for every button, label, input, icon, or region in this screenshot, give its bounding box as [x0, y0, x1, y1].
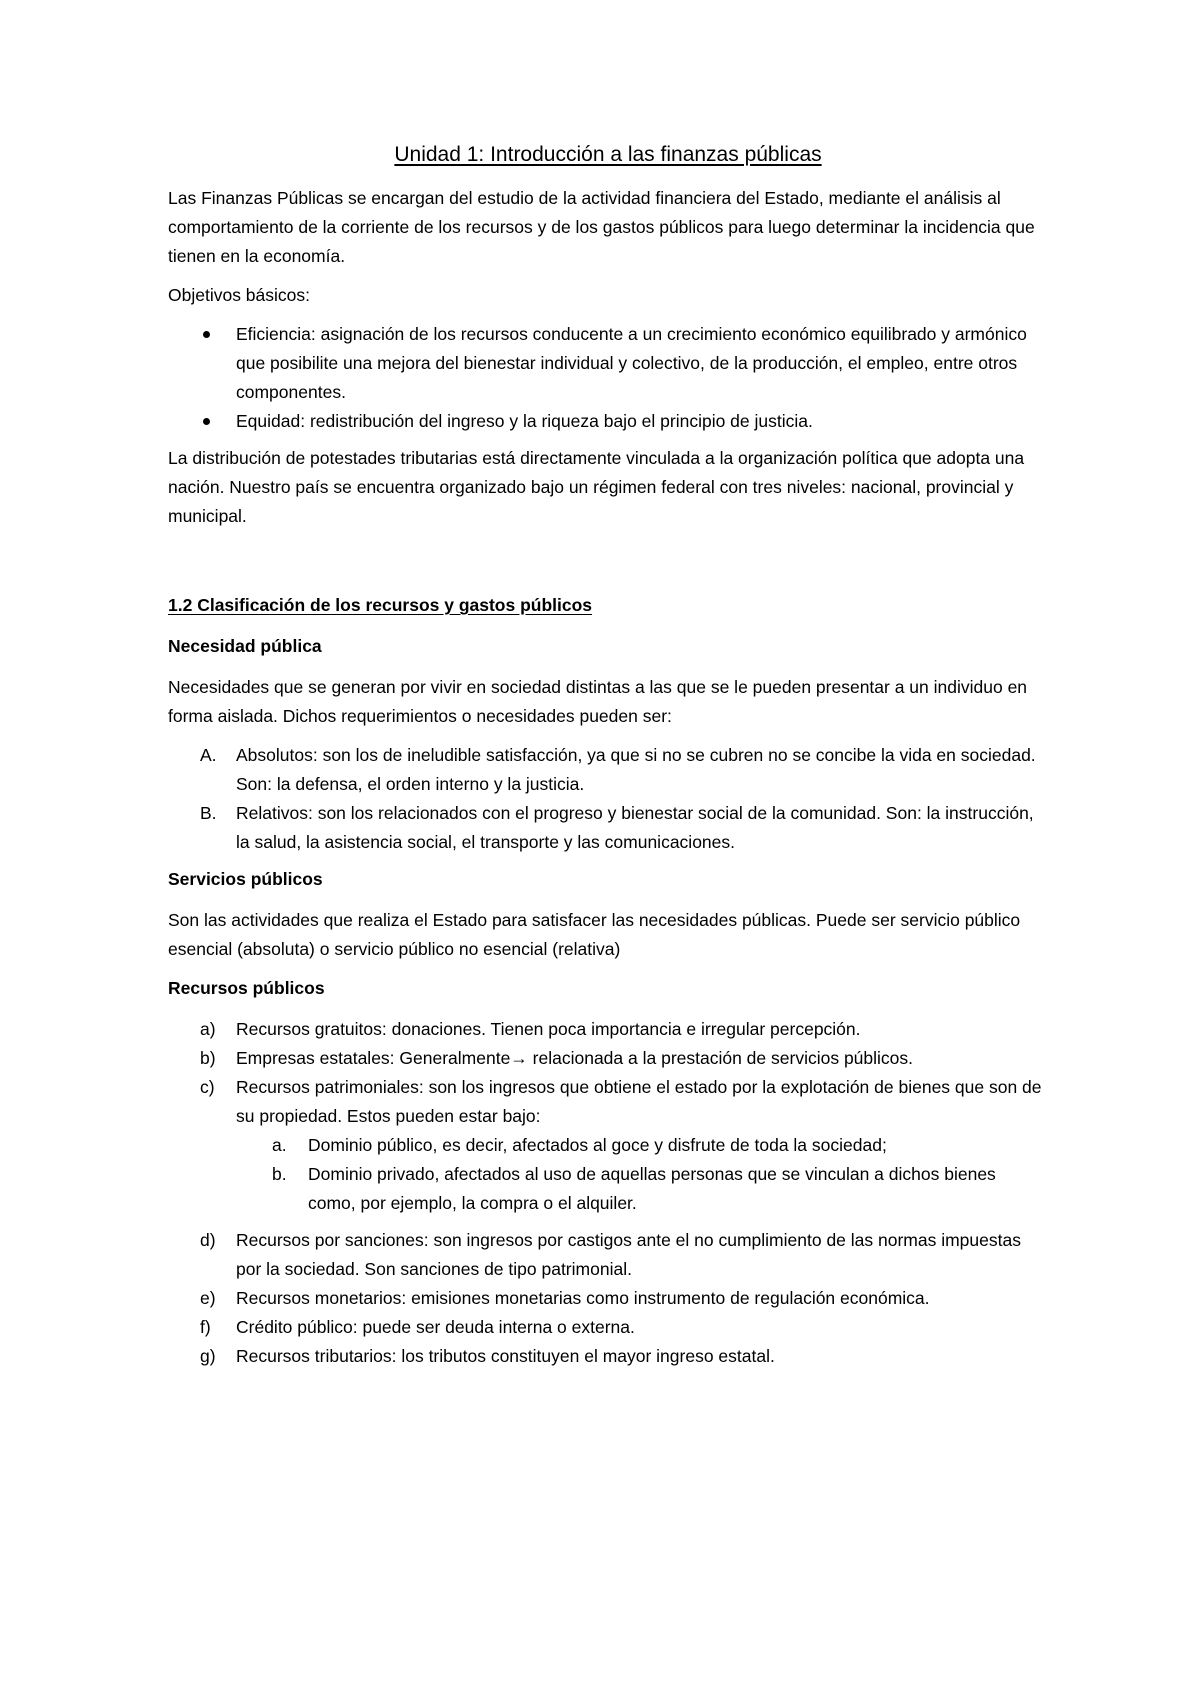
- list-marker: b): [200, 1048, 216, 1068]
- list-item-text: Absolutos: son los de ineludible satisfacción, ya que si no se cubren no se concibe la vida en sociedad. Son: la defensa, el orden interno y la justicia.: [236, 745, 1036, 794]
- bullet-icon: [203, 331, 210, 338]
- list-marker: B.: [200, 803, 217, 823]
- list-item: [168, 320, 1048, 407]
- list-item: [168, 1342, 1048, 1371]
- list-marker: A.: [200, 745, 217, 765]
- list-item-text: Dominio privado, afectados al uso de aquellas personas que se vinculan a dichos bienes como, por ejemplo, la compra o el alquiler.: [308, 1164, 996, 1213]
- list-marker: f): [200, 1317, 211, 1337]
- list-item-text: Dominio público, es decir, afectados al goce y disfrute de toda la sociedad;: [308, 1135, 887, 1155]
- list-item: [168, 1226, 1048, 1284]
- list-marker: e): [200, 1288, 216, 1308]
- list-marker: a): [200, 1019, 216, 1039]
- document-page: [168, 140, 1048, 1379]
- list-item-text: Recursos gratuitos: donaciones. Tienen poca importancia e irregular percepción.: [236, 1019, 861, 1039]
- necesidad-heading: Necesidad pública: [168, 636, 322, 656]
- recursos-list: [168, 1015, 1048, 1371]
- bullet-icon: [203, 418, 210, 425]
- list-item-text: Recursos por sanciones: son ingresos por castigos ante el no cumplimiento de las normas impuestas por la sociedad. Son sanciones de tipo patrimonial.: [236, 1230, 1021, 1279]
- recursos-heading: Recursos públicos: [168, 978, 325, 998]
- objectives-label: Objetivos básicos:: [168, 285, 311, 305]
- list-item-text: Crédito público: puede ser deuda interna o externa.: [236, 1317, 635, 1337]
- objective-text: Eficiencia: asignación de los recursos conducente a un crecimiento económico equilibrado y armónico que posibilite una mejora del bienestar individual y colectivo, de la producción, el empleo, entre otros componentes.: [236, 324, 1027, 402]
- list-item: [168, 741, 1048, 799]
- list-item: [168, 799, 1048, 857]
- list-item-text: Empresas estatales: Generalmente→ relacionada a la prestación de servicios públicos.: [236, 1048, 914, 1068]
- list-item: [168, 1044, 1048, 1073]
- list-item-text: Recursos patrimoniales: son los ingresos que obtiene el estado por la explotación de bienes que son de su propiedad. Estos pueden estar bajo:: [236, 1077, 1042, 1126]
- list-marker: d): [200, 1230, 216, 1250]
- list-item-text: Relativos: son los relacionados con el progreso y bienestar social de la comunidad. Son: la instrucción, la salud, la asistencia social, el transporte y las comunicaciones.: [236, 803, 1034, 852]
- list-item: [168, 1073, 1048, 1218]
- list-item: [168, 1131, 1048, 1160]
- list-marker: a.: [272, 1135, 287, 1155]
- list-item: [168, 1313, 1048, 1342]
- list-item-text: Recursos tributarios: los tributos constituyen el mayor ingreso estatal.: [236, 1346, 775, 1366]
- list-item: [168, 1160, 1048, 1218]
- section-heading: 1.2 Clasificación de los recursos y gastos públicos: [168, 595, 593, 615]
- page-title: Unidad 1: Introducción a las finanzas públicas: [394, 143, 822, 166]
- list-item: [168, 407, 1048, 436]
- servicios-paragraph: Son las actividades que realiza el Estado para satisfacer las necesidades públicas. Puede ser servicio público esencial (absoluta) o servicio público no esencial (relativa): [168, 910, 1021, 959]
- necesidad-paragraph: Necesidades que se generan por vivir en sociedad distintas a las que se le pueden presentar a un individuo en forma aislada. Dichos requerimientos o necesidades pueden ser:: [168, 677, 1028, 726]
- list-item: [168, 1284, 1048, 1313]
- necesidad-list: [168, 741, 1048, 857]
- servicios-heading: Servicios públicos: [168, 869, 323, 889]
- objective-text: Equidad: redistribución del ingreso y la riqueza bajo el principio de justicia.: [236, 411, 813, 431]
- list-marker: b.: [272, 1164, 287, 1184]
- patrimonial-sublist: [236, 1131, 1048, 1218]
- list-item: [168, 1015, 1048, 1044]
- list-item-text: Recursos monetarios: emisiones monetarias como instrumento de regulación económica.: [236, 1288, 930, 1308]
- list-marker: c): [200, 1077, 215, 1097]
- intro-paragraph: Las Finanzas Públicas se encargan del estudio de la actividad financiera del Estado, mediante el análisis al comportamiento de la corriente de los recursos y de los gastos públicos para luego determinar la incidencia que tienen en la economía.: [168, 188, 1035, 266]
- list-marker: g): [200, 1346, 216, 1366]
- distribution-paragraph: La distribución de potestades tributarias está directamente vinculada a la organización política que adopta una nación. Nuestro país se encuentra organizado bajo un régimen federal con tres niveles: nacional, provincial y municipal.: [168, 448, 1025, 526]
- objectives-list: [168, 320, 1048, 436]
